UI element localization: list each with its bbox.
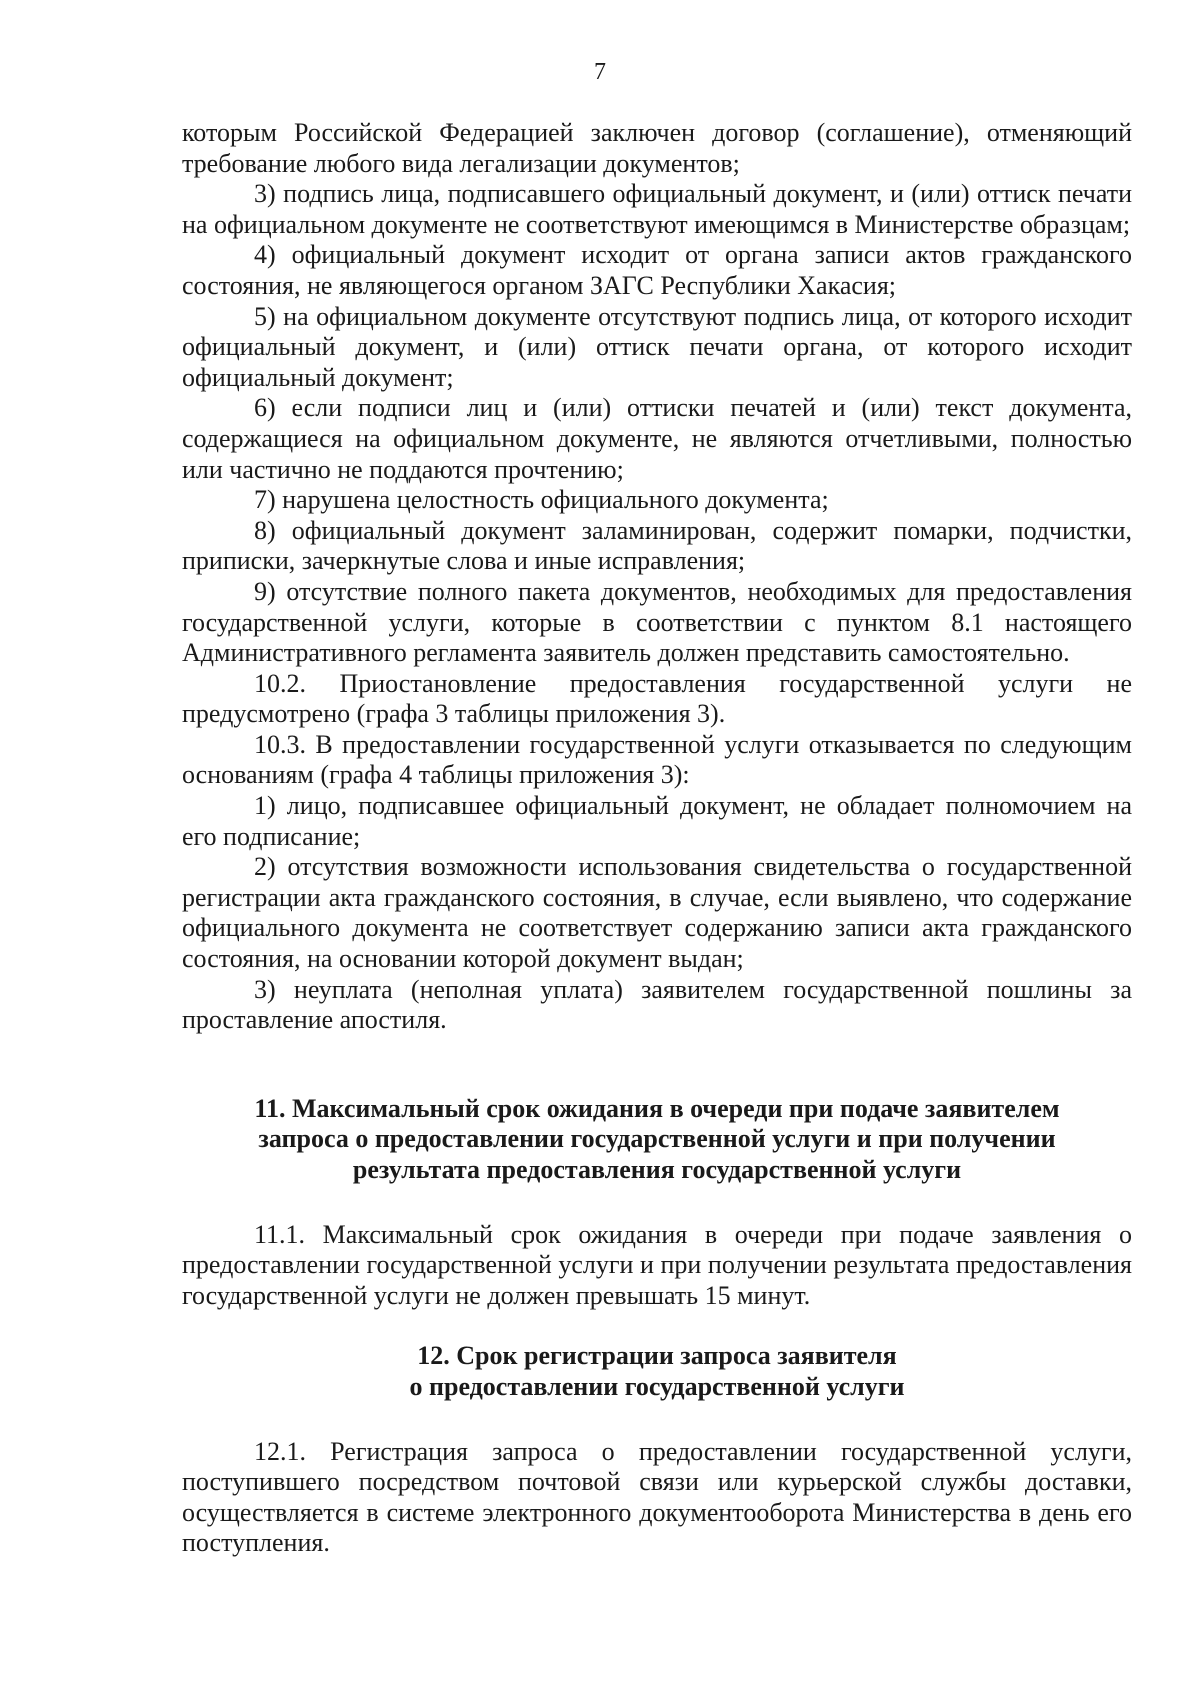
- list-item-5: 5) на официальном документе отсутствуют подпись лица, от которого исходит официальный документ, и (или) оттиск печати органа, от которого исходит официальный документ;: [182, 301, 1132, 392]
- section-11-heading-line: 11. Максимальный срок ожидания в очереди при подаче заявителем: [254, 1093, 1060, 1123]
- section-11-heading: [182, 1094, 1132, 1186]
- list-item-7: 7) нарушена целостность официального документа;: [254, 485, 829, 515]
- section-12-heading: [182, 1341, 1132, 1402]
- list-item-3: 3) подпись лица, подписавшего официальный документ, и (или) оттиск печати на официальном документе не соответствуют имеющимся в Министерстве образцам;: [182, 179, 1132, 239]
- clause-10-3: 10.3. В предоставлении государственной услуги отказывается по следующим основаниям (графа 4 таблицы приложения 3):: [182, 729, 1132, 790]
- section-12-heading-line: 12. Срок регистрации запроса заявителя: [417, 1341, 897, 1371]
- refusal-item-3: 3) неуплата (неполная уплата) заявителем государственной пошлины за проставление апостиля.: [182, 974, 1132, 1035]
- clause-11-1: 11.1. Максимальный срок ожидания в очереди при подаче заявления о предоставлении государственной услуги и при получении результата предоставления государственной услуги не должен превышать 15 минут.: [182, 1219, 1132, 1310]
- paragraph-continuation: которым Российской Федерацией заключен договор (соглашение), отменяющий требование любого вида легализации документов;: [182, 118, 1132, 178]
- list-item-6: 6) если подписи лиц и (или) оттиски печатей и (или) текст документа, содержащиеся на официальном документе, не являются отчетливыми, полностью или частично не поддаются прочтению;: [182, 393, 1132, 484]
- section-11-heading-line: результата предоставления государственной услуги: [352, 1155, 962, 1184]
- refusal-item-1: 1) лицо, подписавшее официальный документ, не обладает полномочием на его подписание;: [182, 791, 1132, 851]
- section-spacer: [182, 1186, 1132, 1220]
- section-spacer: [182, 1036, 1132, 1094]
- clause-12-1: 12.1. Регистрация запроса о предоставлении государственной услуги, поступившего посредством почтовой связи или курьерской службы доставки, осуществляется в системе электронного документооборота Министерства в день его поступления.: [182, 1436, 1132, 1558]
- list-item-8: 8) официальный документ заламинирован, содержит помарки, подчистки, приписки, зачеркнутые слова и иные исправления;: [182, 515, 1132, 576]
- list-item-4: 4) официальный документ исходит от органа записи актов гражданского состояния, не являющегося органом ЗАГС Республики Хакасия;: [182, 240, 1132, 300]
- refusal-item-2: 2) отсутствия возможности использования свидетельства о государственной регистрации акта гражданского состояния, в случае, если выявлено, что содержание официального документа не соответствует содержанию записи акта гражданского состояния, на основании которой документ выдан;: [182, 852, 1132, 974]
- section-11-heading-line: запроса о предоставлении государственной услуги и при получении: [258, 1124, 1056, 1154]
- section-spacer: [182, 1311, 1132, 1341]
- clause-10-2: 10.2. Приостановление предоставления государственной услуги не предусмотрено (графа 3 таблицы приложения 3).: [182, 668, 1132, 729]
- section-12-heading-line: о предоставлении государственной услуги: [409, 1371, 905, 1401]
- list-item-9: 9) отсутствие полного пакета документов, необходимых для предоставления государственной услуги, которые в соответствии с пунктом 8.1 настоящего Административного регламента заявитель должен представить самостоятельно.: [182, 576, 1132, 668]
- section-spacer: [182, 1403, 1132, 1437]
- document-body: [182, 118, 1132, 1559]
- page-number: 7: [594, 59, 606, 85]
